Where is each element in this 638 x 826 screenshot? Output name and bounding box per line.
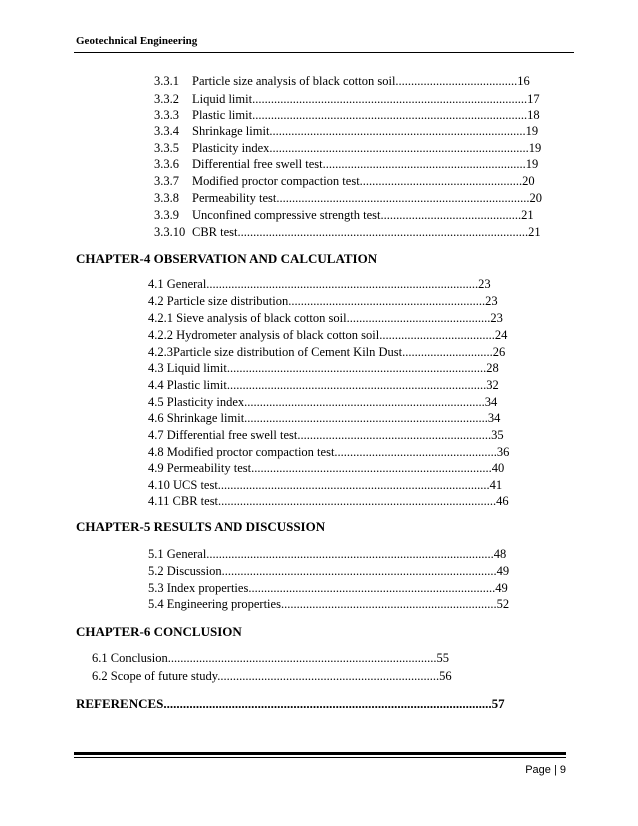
- toc-entry[interactable]: 4.2.1 Sieve analysis of black cotton soil..............................................23: [148, 311, 503, 325]
- footer-rule-thick: [74, 752, 566, 755]
- toc-entry[interactable]: 4.2.2 Hydrometer analysis of black cotton soil.....................................24: [148, 328, 508, 342]
- toc-entry-text: CBR test.............................................................................................21: [192, 225, 541, 239]
- toc-entry[interactable]: [154, 191, 542, 206]
- toc-entry-text: Plastic limit........................................................................................18: [192, 108, 540, 122]
- toc-entry[interactable]: 4.3 Liquid limit...................................................................................28: [148, 361, 499, 375]
- toc-entry[interactable]: 4.1 General.......................................................................................23: [148, 277, 491, 291]
- toc-entry[interactable]: [154, 124, 538, 139]
- toc-entry[interactable]: [154, 157, 538, 172]
- chapter-5-heading[interactable]: CHAPTER-5 RESULTS AND DISCUSSION: [76, 519, 326, 534]
- toc-entry-number: 3.3.10: [154, 225, 186, 239]
- toc-entry-number: 3.3.7: [154, 174, 179, 188]
- toc-entry[interactable]: 4.2 Particle size distribution...............................................................23: [148, 294, 498, 308]
- toc-entry[interactable]: [154, 174, 535, 189]
- toc-entry[interactable]: 4.9 Permeability test.............................................................................40: [148, 461, 505, 475]
- toc-entry-text: Particle size analysis of black cotton soil.......................................16: [192, 74, 530, 88]
- toc-entry-text: Liquid limit........................................................................................17: [192, 92, 540, 106]
- toc-entry-number: 3.3.4: [154, 124, 179, 138]
- toc-entry[interactable]: [154, 208, 534, 223]
- footer-rule-thin: [74, 757, 566, 758]
- toc-entry[interactable]: 4.8 Modified proctor compaction test....................................................36: [148, 445, 510, 459]
- chapter-6-heading[interactable]: CHAPTER-6 CONCLUSION: [76, 624, 242, 639]
- chapter-4-heading[interactable]: CHAPTER-4 OBSERVATION AND CALCULATION: [76, 251, 378, 266]
- toc-entry-number: 3.3.9: [154, 208, 179, 222]
- toc-entry[interactable]: 5.3 Index properties...............................................................................49: [148, 581, 508, 595]
- toc-entry[interactable]: [154, 92, 540, 107]
- toc-entry-text: Differential free swell test.................................................................19: [192, 157, 539, 171]
- toc-entry[interactable]: 5.1 General............................................................................................48: [148, 547, 507, 561]
- toc-entry[interactable]: 6.1 Conclusion......................................................................................55: [92, 651, 449, 665]
- toc-entry-number: 3.3.2: [154, 92, 179, 106]
- toc-entry[interactable]: [154, 141, 541, 156]
- header-rule: [74, 52, 574, 53]
- toc-entry[interactable]: 4.11 CBR test.........................................................................................46: [148, 494, 509, 508]
- toc-entry-text: Shrinkage limit..................................................................................19: [192, 124, 539, 138]
- toc-entry[interactable]: 4.5 Plasticity index.............................................................................34: [148, 395, 498, 409]
- toc-entry[interactable]: 6.2 Scope of future study.......................................................................56: [92, 669, 452, 683]
- toc-entry-text: Permeability test.................................................................................20: [192, 191, 542, 205]
- toc-entry-number: 3.3.6: [154, 157, 179, 171]
- toc-entry-text: Plasticity index...................................................................................19: [192, 141, 542, 155]
- toc-entry-number: 3.3.8: [154, 191, 179, 205]
- toc-entry[interactable]: 4.10 UCS test.......................................................................................41: [148, 478, 503, 492]
- page-number: Page | 9: [525, 764, 566, 776]
- toc-entry-number: 3.3.5: [154, 141, 179, 155]
- toc-entry-number: 3.3.3: [154, 108, 179, 122]
- references-heading[interactable]: REFERENCES.....................................................................................................57: [76, 696, 505, 711]
- toc-entry-text: Modified proctor compaction test....................................................20: [192, 174, 535, 188]
- toc-entry[interactable]: [154, 225, 541, 240]
- toc-entry[interactable]: 4.6 Shrinkage limit..............................................................................34: [148, 411, 501, 425]
- toc-entry[interactable]: 4.4 Plastic limit...................................................................................32: [148, 378, 499, 392]
- toc-entry[interactable]: 4.7 Differential free swell test..............................................................35: [148, 428, 504, 442]
- page-header-title: Geotechnical Engineering: [76, 35, 198, 47]
- toc-entry[interactable]: [154, 74, 530, 89]
- toc-entry-number: 3.3.1: [154, 74, 179, 88]
- toc-entry[interactable]: [154, 108, 540, 123]
- toc-entry[interactable]: 5.4 Engineering properties.....................................................................52: [148, 597, 510, 611]
- toc-entry[interactable]: 5.2 Discussion........................................................................................49: [148, 564, 510, 578]
- toc-entry-text: Unconfined compressive strength test.............................................21: [192, 208, 534, 222]
- toc-entry[interactable]: 4.2.3Particle size distribution of Cement Kiln Dust.............................26: [148, 345, 506, 359]
